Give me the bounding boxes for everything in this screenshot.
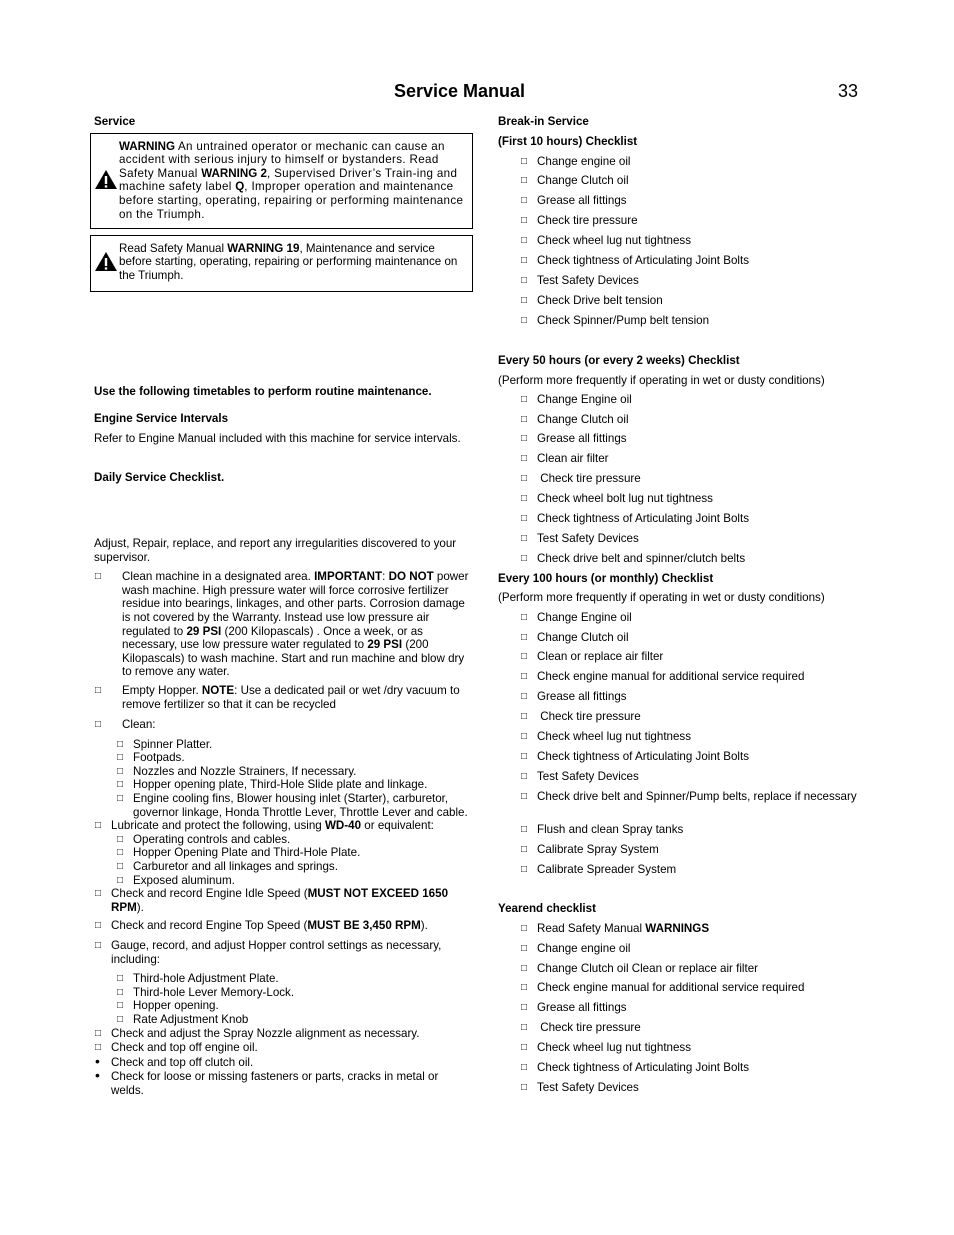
adjust-report-text: Adjust, Repair, replace, and report any irregularities discovered to your supervisor. [94, 536, 457, 564]
list-item-top-speed: □ Check and record Engine Top Speed (MUST BE 3,450 RPM). [95, 919, 428, 933]
list-item: □ Read Safety Manual WARNINGS [521, 921, 710, 935]
hundred-hours-checklist [498, 611, 868, 883]
checkbox-icon: □ [521, 790, 528, 802]
list-item: □ Check engine manual for additional service required [521, 981, 805, 995]
list-item: □ Check wheel lug nut tightness [521, 234, 692, 248]
checkbox-icon: □ [521, 1081, 528, 1093]
hundred-hours-note: (Perform more frequently if operating in wet or dusty conditions) [498, 590, 825, 604]
breakin-heading: Break-in Service [498, 115, 589, 128]
checkbox-icon: □ [521, 453, 528, 465]
checkbox-icon: □ [521, 413, 528, 425]
checkbox-icon: □ [117, 847, 124, 859]
checkbox-icon: □ [521, 922, 528, 934]
checkbox-icon: □ [95, 940, 102, 951]
checkbox-icon: □ [521, 1062, 528, 1074]
checkbox-icon: □ [521, 982, 528, 994]
timetables-intro: Use the following timetables to perform routine maintenance. [94, 384, 432, 398]
breakin-checklist [498, 155, 868, 334]
list-item: □ Rate Adjustment Knob [117, 1012, 249, 1026]
list-item: • Check for loose or missing fasteners or parts, cracks in metal or welds. [95, 1067, 439, 1097]
checkbox-icon: □ [117, 1000, 124, 1012]
checkbox-icon: □ [521, 314, 528, 326]
list-item: □ Flush and clean Spray tanks [521, 823, 684, 837]
checkbox-icon: □ [521, 824, 528, 836]
list-item: □ Check tire pressure [521, 1021, 641, 1035]
checkbox-icon: □ [521, 844, 528, 856]
checkbox-icon: □ [521, 235, 528, 247]
list-item: □ Check tightness of Articulating Joint Bolts [521, 1061, 750, 1075]
checkbox-icon: □ [117, 874, 124, 886]
list-item: □ Check tightness of Articulating Joint Bolts [521, 254, 750, 268]
list-item-gauge: □ Gauge, record, and adjust Hopper control settings as necessary, including: [95, 939, 442, 966]
checkbox-icon: □ [521, 255, 528, 267]
checkbox-icon: □ [95, 888, 102, 900]
warning-box-2 [90, 235, 473, 292]
list-item: □ Hopper opening. [117, 999, 219, 1013]
list-item: □ Engine cooling fins, Blower housing inlet (Starter), carburetor, governor linkage, Honda Throttle Lever, Throttle Lever and cable. [117, 792, 468, 819]
list-item: □ Grease all fittings [521, 432, 627, 446]
checkbox-icon: □ [521, 711, 528, 723]
final-checks-list [94, 1027, 472, 1098]
list-item: □ Exposed aluminum. [117, 873, 235, 887]
checkbox-icon: □ [521, 1042, 528, 1054]
list-item: □ Change engine oil [521, 941, 631, 955]
list-item: □ Check tightness of Articulating Joint Bolts [521, 749, 750, 763]
checkbox-icon: □ [521, 274, 528, 286]
checkbox-icon: □ [95, 1027, 102, 1039]
list-item: □ Clean or replace air filter [521, 650, 664, 664]
list-item-empty-hopper: □ Empty Hopper. NOTE: Use a dedicated pail or wet /dry vacuum to remove fertilizer so that it can be recycled [95, 683, 460, 711]
daily-checklist-heading: Daily Service Checklist. [94, 471, 225, 485]
yearend-checklist [498, 922, 868, 1101]
list-item-idle-speed: □ Check and record Engine Idle Speed (MUST NOT EXCEED 1650 RPM). [95, 887, 449, 914]
lubricate-sublist [116, 833, 472, 887]
list-item: □ Check tire pressure [521, 472, 641, 486]
page-number: 33 [838, 81, 859, 101]
list-item: □ Check Spinner/Pump belt tension [521, 313, 710, 327]
list-item: □ Spinner Platter. [117, 737, 213, 751]
list-item: □ Change Clutch oil Clean or replace air filter [521, 961, 759, 975]
checkbox-icon: □ [95, 719, 102, 731]
list-item: □ Test Safety Devices [521, 273, 639, 287]
list-item: □ Check and top off engine oil. [95, 1041, 258, 1055]
list-item: □ Check wheel lug nut tightness [521, 729, 692, 743]
page-title: Service Manual [394, 81, 526, 101]
left-column [94, 115, 472, 1098]
checkbox-icon: □ [117, 861, 124, 873]
daily-main-list [94, 570, 472, 732]
list-item: □ Test Safety Devices [521, 769, 639, 783]
list-item: □ Nozzles and Nozzle Strainers, If necessary. [117, 764, 357, 778]
list-item: □ Hopper opening plate, Third-Hole Slide plate and linkage. [117, 778, 428, 792]
checkbox-icon: □ [95, 1042, 102, 1054]
bullet-icon: • [95, 1052, 100, 1069]
list-item: □ Check wheel bolt lug nut tightness [521, 492, 713, 506]
checkbox-icon: □ [521, 294, 528, 306]
warning-box-1 [90, 133, 473, 229]
list-item: □ Footpads. [117, 751, 185, 765]
checkbox-icon: □ [521, 215, 528, 227]
service-heading: Service [94, 115, 136, 128]
list-item: □ Check tire pressure [521, 214, 638, 228]
checkbox-icon: □ [521, 1002, 528, 1014]
checkbox-icon: □ [117, 986, 124, 998]
yearend-heading: Yearend checklist [498, 901, 596, 915]
list-item: • Check and top off clutch oil. [95, 1052, 254, 1069]
clean-sublist [116, 738, 472, 820]
list-item: □ Carburetor and all linkages and springs. [117, 860, 338, 874]
checkbox-icon: □ [95, 571, 102, 583]
checkbox-icon: □ [521, 393, 528, 405]
list-item: □ Check drive belt and Spinner/Pump belts, replace if necessary [521, 789, 857, 803]
list-item: □ Check Drive belt tension [521, 293, 663, 307]
checkbox-icon: □ [117, 738, 124, 750]
list-item: □ Hopper Opening Plate and Third-Hole Plate. [117, 846, 361, 860]
warning-triangle-icon [94, 251, 118, 272]
list-item: □ Clean air filter [521, 452, 609, 466]
checkbox-icon: □ [521, 770, 528, 782]
checkbox-icon: □ [521, 473, 528, 485]
list-item: □ Change Clutch oil [521, 412, 629, 426]
checkbox-icon: □ [117, 973, 124, 985]
fifty-hours-heading: Every 50 hours (or every 2 weeks) Checklist [498, 353, 740, 367]
checkbox-icon: □ [521, 691, 528, 703]
checkbox-icon: □ [521, 750, 528, 762]
checkbox-icon: □ [521, 671, 528, 683]
list-item: □ Check and adjust the Spray Nozzle alignment as necessary. [95, 1026, 420, 1040]
list-item: □ Change engine oil [521, 154, 631, 168]
list-item: □ Check engine manual for additional service required [521, 670, 805, 684]
list-item: □ Calibrate Spray System [521, 843, 659, 857]
list-item: □ Test Safety Devices [521, 531, 639, 545]
checkbox-icon: □ [521, 942, 528, 954]
list-item: □ Calibrate Spreader System [521, 862, 677, 876]
list-item: □ Change Clutch oil [521, 174, 629, 188]
checkbox-icon: □ [95, 820, 102, 832]
checkbox-icon: □ [117, 793, 124, 805]
fifty-hours-note: (Perform more frequently if operating in wet or dusty conditions) [498, 373, 825, 387]
list-item: □ Third-hole Adjustment Plate. [117, 972, 279, 986]
list-item: □ Grease all fittings [521, 1001, 627, 1015]
hundred-hours-heading: Every 100 hours (or monthly) Checklist [498, 571, 714, 585]
list-item: □ Operating controls and cables. [117, 832, 291, 846]
checkbox-icon: □ [521, 962, 528, 974]
checkbox-icon: □ [95, 684, 102, 696]
list-item: □ Change Clutch oil [521, 630, 629, 644]
list-item: □ Change Engine oil [521, 392, 632, 406]
bullet-icon: • [95, 1067, 100, 1084]
fifty-hours-checklist [498, 393, 868, 572]
list-item-lubricate: □ Lubricate and protect the following, using WD-40 or equivalent: [95, 819, 434, 833]
checkbox-icon: □ [521, 532, 528, 544]
engine-intervals-text: Refer to Engine Manual included with this machine for service intervals. [94, 431, 461, 445]
checkbox-icon: □ [521, 433, 528, 445]
checkbox-icon: □ [95, 920, 102, 932]
checkbox-icon: □ [521, 155, 528, 167]
checkbox-icon: □ [521, 611, 528, 623]
checkbox-icon: □ [521, 493, 528, 505]
list-item: □ Check wheel lug nut tightness [521, 1041, 692, 1055]
checkbox-icon: □ [521, 651, 528, 663]
right-column [498, 115, 868, 1101]
warning-triangle-icon [94, 169, 118, 190]
checkbox-icon: □ [117, 765, 124, 777]
checkbox-icon: □ [521, 631, 528, 643]
breakin-subheading: (First 10 hours) Checklist [498, 134, 638, 148]
checkbox-icon: □ [521, 730, 528, 742]
list-item: □ Check drive belt and spinner/clutch belts [521, 551, 746, 565]
list-item: □ Change Engine oil [521, 610, 632, 624]
warning-text-1: WARNING An untrained operator or mechanic can cause an accident with serious injury to himself or bystanders. Read Safety Manual WARNING 2, Supervised Driver’s Train-ing and machine safety label Q, Improper operation and maintenance before starting, operating, repairing or performing maintenance on the Triumph. [119, 139, 464, 221]
list-item: □ Grease all fittings [521, 690, 627, 704]
list-item: □ Test Safety Devices [521, 1080, 639, 1094]
checkbox-icon: □ [521, 175, 528, 187]
checkbox-icon: □ [521, 195, 528, 207]
engine-speed-list [94, 887, 472, 966]
checkbox-icon: □ [521, 1022, 528, 1034]
checkbox-icon: □ [521, 863, 528, 875]
checkbox-icon: □ [521, 552, 528, 564]
list-item: □ Check tire pressure [521, 710, 641, 724]
checkbox-icon: □ [117, 779, 124, 791]
lubricate-list [94, 819, 472, 833]
list-item: □ Check tightness of Articulating Joint Bolts [521, 511, 750, 525]
gauge-sublist [116, 972, 472, 1026]
checkbox-icon: □ [117, 1013, 124, 1025]
engine-intervals-heading: Engine Service Intervals [94, 412, 229, 426]
checkbox-icon: □ [521, 512, 528, 524]
list-item: □ Grease all fittings [521, 194, 627, 208]
list-item-clean: □ Clean: [95, 718, 156, 732]
list-item: □ Third-hole Lever Memory-Lock. [117, 985, 295, 999]
checkbox-icon: □ [117, 833, 124, 845]
checkbox-icon: □ [117, 752, 124, 764]
warning-text-2: Read Safety Manual WARNING 19, Maintenance and service before starting, operating, repairing or performing maintenance on the Triumph. [119, 241, 458, 282]
list-item-clean-machine: □ Clean machine in a designated area. IMPORTANT: DO NOT power wash machine. High pressure water will force corrosive fertilizer residue into bearings, linkages, and other parts. Corrosion damage is not covered by the Warranty. Instead use low pressure air regulated to 29 PSI (200 Kilopascals) . Once a week, or as necessary, use low pressure water regulated to 29 PSI (200 Kilopascals) to wash machine. Start and run machine and blow dry to remove any water. [95, 570, 469, 679]
